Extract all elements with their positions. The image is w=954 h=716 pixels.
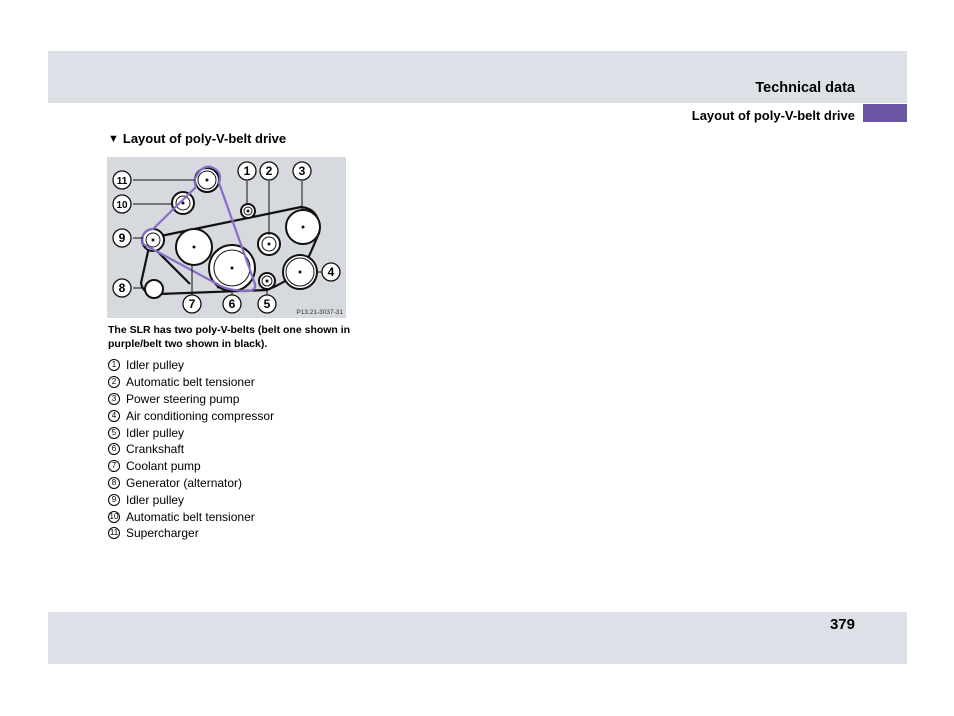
legend-number: 9 bbox=[108, 494, 120, 506]
legend-number: 6 bbox=[108, 443, 120, 455]
legend-list bbox=[108, 357, 274, 542]
legend-item bbox=[108, 391, 274, 408]
legend-number: 11 bbox=[109, 528, 119, 538]
legend-number: 3 bbox=[108, 393, 120, 405]
callout-number: 9 bbox=[118, 231, 126, 245]
legend-item bbox=[108, 508, 274, 525]
legend-label: Idler pulley bbox=[126, 425, 185, 440]
belt-drive-diagram bbox=[107, 157, 346, 318]
legend-label: Automatic belt tensioner bbox=[126, 375, 255, 390]
legend-label: Supercharger bbox=[126, 526, 199, 541]
pulley-alternator bbox=[145, 280, 163, 298]
section-title: Layout of poly-V-belt drive bbox=[691, 108, 855, 123]
legend-label: Coolant pump bbox=[126, 459, 201, 474]
pulleys bbox=[142, 168, 320, 298]
down-triangle-icon: ▼ bbox=[108, 133, 119, 145]
callout-number: 5 bbox=[263, 297, 271, 311]
figure-caption: The SLR has two poly-V-belts (belt one shown in purple/belt two shown in black). bbox=[108, 324, 351, 350]
content-heading-text: Layout of poly-V-belt drive bbox=[122, 131, 287, 146]
legend-label: Generator (alternator) bbox=[126, 475, 243, 490]
footer-band bbox=[48, 612, 907, 664]
legend-item bbox=[108, 357, 274, 374]
legend-number: 7 bbox=[108, 460, 120, 472]
legend-item bbox=[108, 374, 274, 391]
callout-number: 4 bbox=[327, 265, 335, 279]
callout-number: 3 bbox=[298, 164, 306, 178]
legend-label: Automatic belt tensioner bbox=[126, 509, 255, 524]
legend-label: Air conditioning compressor bbox=[126, 408, 275, 423]
legend-number: 1 bbox=[108, 359, 120, 371]
page-number: 379 bbox=[829, 616, 855, 633]
callout-number: 11 bbox=[116, 176, 128, 187]
legend-item bbox=[108, 424, 274, 441]
page-header-title: Technical data bbox=[755, 80, 855, 96]
legend-number: 2 bbox=[108, 376, 120, 388]
callout-number: 7 bbox=[188, 297, 196, 311]
callout-number: 8 bbox=[118, 281, 126, 295]
legend-item bbox=[108, 475, 274, 492]
legend-item bbox=[108, 525, 274, 542]
section-accent-tab bbox=[863, 104, 907, 122]
legend-label: Idler pulley bbox=[126, 358, 185, 373]
figure-code: P13.21-3037-31 bbox=[296, 309, 343, 316]
legend-item bbox=[108, 458, 274, 475]
legend-number: 4 bbox=[108, 410, 120, 422]
legend-number: 5 bbox=[108, 427, 120, 439]
callout-number: 10 bbox=[116, 200, 128, 211]
legend-item bbox=[108, 407, 274, 424]
callout-number: 6 bbox=[228, 297, 236, 311]
callout-number: 1 bbox=[243, 164, 251, 178]
legend-number: 10 bbox=[109, 511, 119, 521]
legend-number: 8 bbox=[108, 477, 120, 489]
legend-label: Power steering pump bbox=[126, 391, 240, 406]
content-heading bbox=[108, 131, 286, 146]
legend-item bbox=[108, 441, 274, 458]
legend-item bbox=[108, 491, 274, 508]
callout-number: 2 bbox=[265, 164, 273, 178]
legend-label: Idler pulley bbox=[126, 492, 185, 507]
legend-label: Crankshaft bbox=[126, 442, 185, 457]
